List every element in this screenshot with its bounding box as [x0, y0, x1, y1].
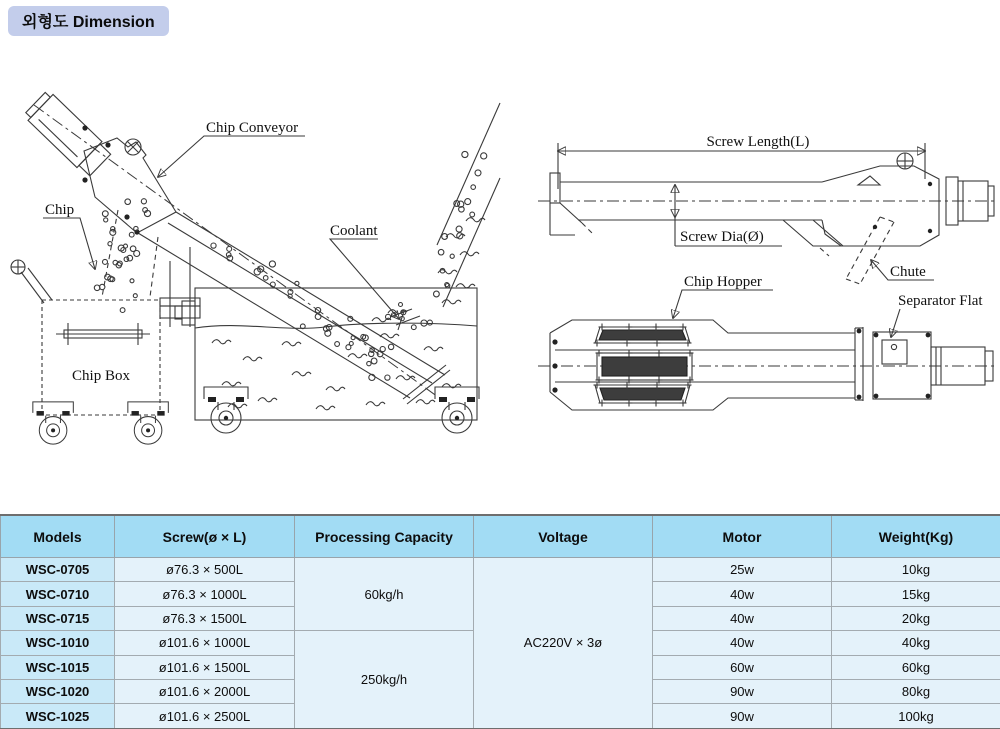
chip-label: Chip	[45, 202, 75, 218]
voltage-cell: AC220V × 3ø	[474, 558, 653, 729]
separator-flat-label: Separator Flat	[898, 293, 983, 309]
chip-conveyor-label: Chip Conveyor	[206, 120, 299, 136]
motor-cell: 90w	[653, 704, 832, 729]
weight-cell: 20kg	[832, 606, 1000, 630]
conveyor-chips	[211, 243, 394, 381]
weight-cell: 100kg	[832, 704, 1000, 729]
section-title-badge: 외형도 Dimension	[8, 6, 169, 36]
weight-cell: 15kg	[832, 582, 1000, 606]
chip-hopper-label: Chip Hopper	[684, 274, 762, 290]
weight-cell: 40kg	[832, 631, 1000, 655]
screw-cell: ø76.3 × 1000L	[115, 582, 295, 606]
motor-cell: 40w	[653, 582, 832, 606]
table-row	[1, 558, 1000, 582]
chip-box	[11, 260, 168, 444]
motor-cell: 90w	[653, 679, 832, 703]
screw-cell: ø76.3 × 500L	[115, 558, 295, 582]
screw-cell: ø101.6 × 1500L	[115, 655, 295, 679]
spec-table-header-row	[1, 515, 1000, 558]
col-header-motor: Motor	[653, 515, 832, 558]
weight-cell: 80kg	[832, 679, 1000, 703]
model-cell: WSC-1025	[1, 704, 115, 729]
model-cell: WSC-0705	[1, 558, 115, 582]
splash-chips	[386, 303, 433, 330]
stream-chips	[434, 151, 487, 297]
screw-dia-label: Screw Dia(Ø)	[680, 229, 764, 245]
spec-table	[0, 514, 1000, 729]
motor-cell: 25w	[653, 558, 832, 582]
screw-cell: ø101.6 × 2500L	[115, 704, 295, 729]
coolant-label: Coolant	[330, 223, 378, 239]
chute-label: Chute	[890, 264, 926, 280]
screw-cell: ø101.6 × 1000L	[115, 631, 295, 655]
model-cell: WSC-1020	[1, 679, 115, 703]
col-header-voltage: Voltage	[474, 515, 653, 558]
model-cell: WSC-0715	[1, 606, 115, 630]
model-cell: WSC-1010	[1, 631, 115, 655]
processing-capacity-cell: 60kg/h	[295, 558, 474, 631]
chip-conveyor-installation-diagram	[0, 85, 520, 475]
inclined-conveyor	[23, 90, 450, 404]
motor-cell: 60w	[653, 655, 832, 679]
col-header-weight: Weight(Kg)	[832, 515, 1000, 558]
side-view	[538, 134, 994, 284]
coolant-tank	[175, 288, 479, 433]
incoming-chip-stream	[390, 103, 500, 330]
model-cell: WSC-1015	[1, 655, 115, 679]
col-header-models: Models	[1, 515, 115, 558]
col-header-processing-capacity: Processing Capacity	[295, 515, 474, 558]
weight-cell: 10kg	[832, 558, 1000, 582]
coolant-squiggles	[212, 218, 485, 410]
screw-conveyor-dimension-diagram	[530, 85, 1000, 475]
screw-length-label: Screw Length(L)	[706, 134, 810, 150]
processing-capacity-cell: 250kg/h	[295, 631, 474, 729]
plan-view	[538, 274, 994, 410]
col-header-screw: Screw(ø × L)	[115, 515, 295, 558]
falling-chips	[94, 199, 150, 313]
chip-box-label: Chip Box	[72, 368, 130, 384]
screw-cell: ø101.6 × 2000L	[115, 679, 295, 703]
weight-cell: 60kg	[832, 655, 1000, 679]
model-cell: WSC-0710	[1, 582, 115, 606]
motor-cell: 40w	[653, 606, 832, 630]
motor-cell: 40w	[653, 631, 832, 655]
screw-cell: ø76.3 × 1500L	[115, 606, 295, 630]
